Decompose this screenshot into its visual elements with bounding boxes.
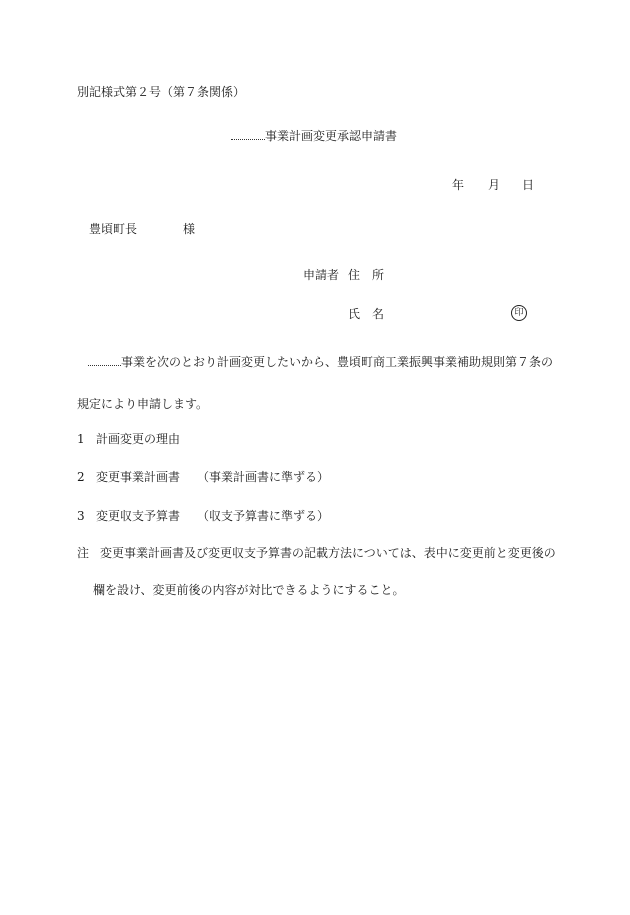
body-text-1: 事業を次のとおり計画変更したいから、豊頃町商工業振興事業補助規則第７条の — [121, 355, 554, 369]
addressee-honorific: 様 — [183, 222, 196, 236]
seal-icon: 印 — [511, 305, 527, 321]
applicant-label: 申請者 — [303, 268, 340, 282]
footnote-line-2: 欄を設け、変更前後の内容が対比できるようにすること。 — [93, 583, 405, 597]
address-label: 住 所 — [348, 268, 385, 282]
addressee-name: 豊頃町長 — [89, 222, 138, 236]
footnote-label: 注 — [77, 546, 90, 560]
title-blank — [231, 128, 265, 140]
document-title — [231, 128, 397, 144]
body-line-2: 規定により申請します。 — [77, 397, 209, 411]
footnote-line-1: 変更事業計画書及び変更収支予算書の記載方法については、表中に変更前と変更後の — [100, 546, 556, 560]
item-1-number: 1 — [77, 432, 85, 446]
item-3-text: 変更収支予算書 — [96, 509, 181, 523]
date-day: 日 — [522, 178, 535, 192]
date-month: 月 — [488, 178, 501, 192]
title-text: 事業計画変更承認申請書 — [265, 129, 398, 143]
item-2-text: 変更事業計画書 — [96, 470, 181, 484]
item-1-text: 計画変更の理由 — [96, 432, 181, 446]
date-year: 年 — [452, 178, 465, 192]
item-3-number: 3 — [77, 509, 85, 523]
body-blank — [88, 354, 121, 366]
item-2-number: 2 — [77, 470, 85, 484]
form-label: 別記様式第２号（第７条関係） — [77, 85, 246, 99]
item-2-note: （事業計画書に準ずる） — [197, 470, 330, 484]
body-line-1 — [88, 354, 553, 370]
item-3-note: （収支予算書に準ずる） — [197, 509, 330, 523]
name-label: 氏 名 — [348, 307, 385, 321]
